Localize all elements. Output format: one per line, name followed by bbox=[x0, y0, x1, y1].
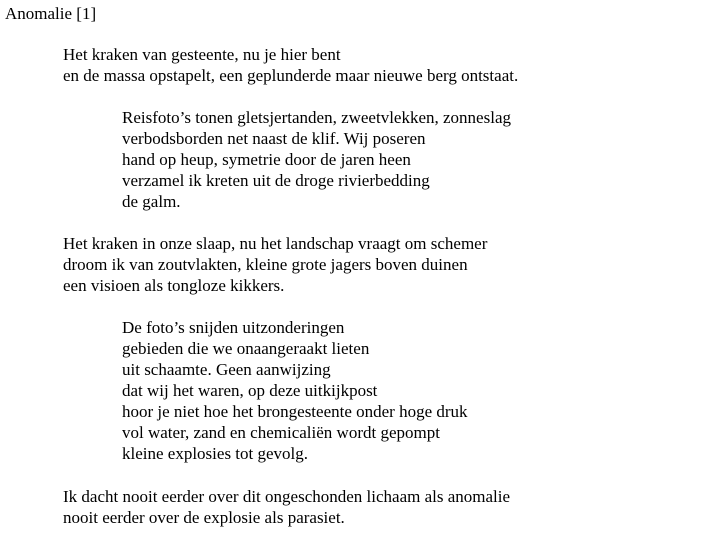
stanza-1 bbox=[63, 44, 518, 86]
document-title: Anomalie [1] bbox=[5, 4, 97, 23]
poem-line: Het kraken in onze slaap, nu het landschap vraagt om schemer bbox=[63, 234, 488, 253]
poem-line: droom ik van zoutvlakten, kleine grote jagers boven duinen bbox=[63, 255, 468, 274]
poem-line: verbodsborden net naast de klif. Wij poseren bbox=[122, 129, 426, 148]
poem-line: Reisfoto’s tonen gletsjertanden, zweetvlekken, zonneslag bbox=[122, 108, 511, 127]
poem-line: Het kraken van gesteente, nu je hier bent bbox=[63, 45, 341, 64]
poem-line: vol water, zand en chemicaliën wordt gepompt bbox=[122, 423, 440, 442]
poem-line: de galm. bbox=[122, 192, 181, 211]
poem-line: dat wij het waren, op deze uitkijkpost bbox=[122, 381, 378, 400]
stanza-5 bbox=[63, 486, 510, 528]
poem-line: nooit eerder over de explosie als parasiet. bbox=[63, 508, 345, 527]
poem-line: hand op heup, symetrie door de jaren heen bbox=[122, 150, 411, 169]
poem-line: een visioen als tongloze kikkers. bbox=[63, 276, 285, 295]
poem-line: gebieden die we onaangeraakt lieten bbox=[122, 339, 370, 358]
poem-line: kleine explosies tot gevolg. bbox=[122, 444, 309, 463]
poem-line: hoor je niet hoe het brongesteente onder hoge druk bbox=[122, 402, 468, 421]
stanza-4 bbox=[122, 317, 468, 464]
poem-line: en de massa opstapelt, een geplunderde maar nieuwe berg ontstaat. bbox=[63, 66, 519, 85]
stanza-3 bbox=[63, 233, 487, 296]
poem-line: De foto’s snijden uitzonderingen bbox=[122, 318, 345, 337]
poem-line: verzamel ik kreten uit de droge rivierbedding bbox=[122, 171, 430, 190]
stanza-2 bbox=[122, 107, 511, 212]
poem-line: uit schaamte. Geen aanwijzing bbox=[122, 360, 331, 379]
poem-line: Ik dacht nooit eerder over dit ongeschonden lichaam als anomalie bbox=[63, 487, 511, 506]
